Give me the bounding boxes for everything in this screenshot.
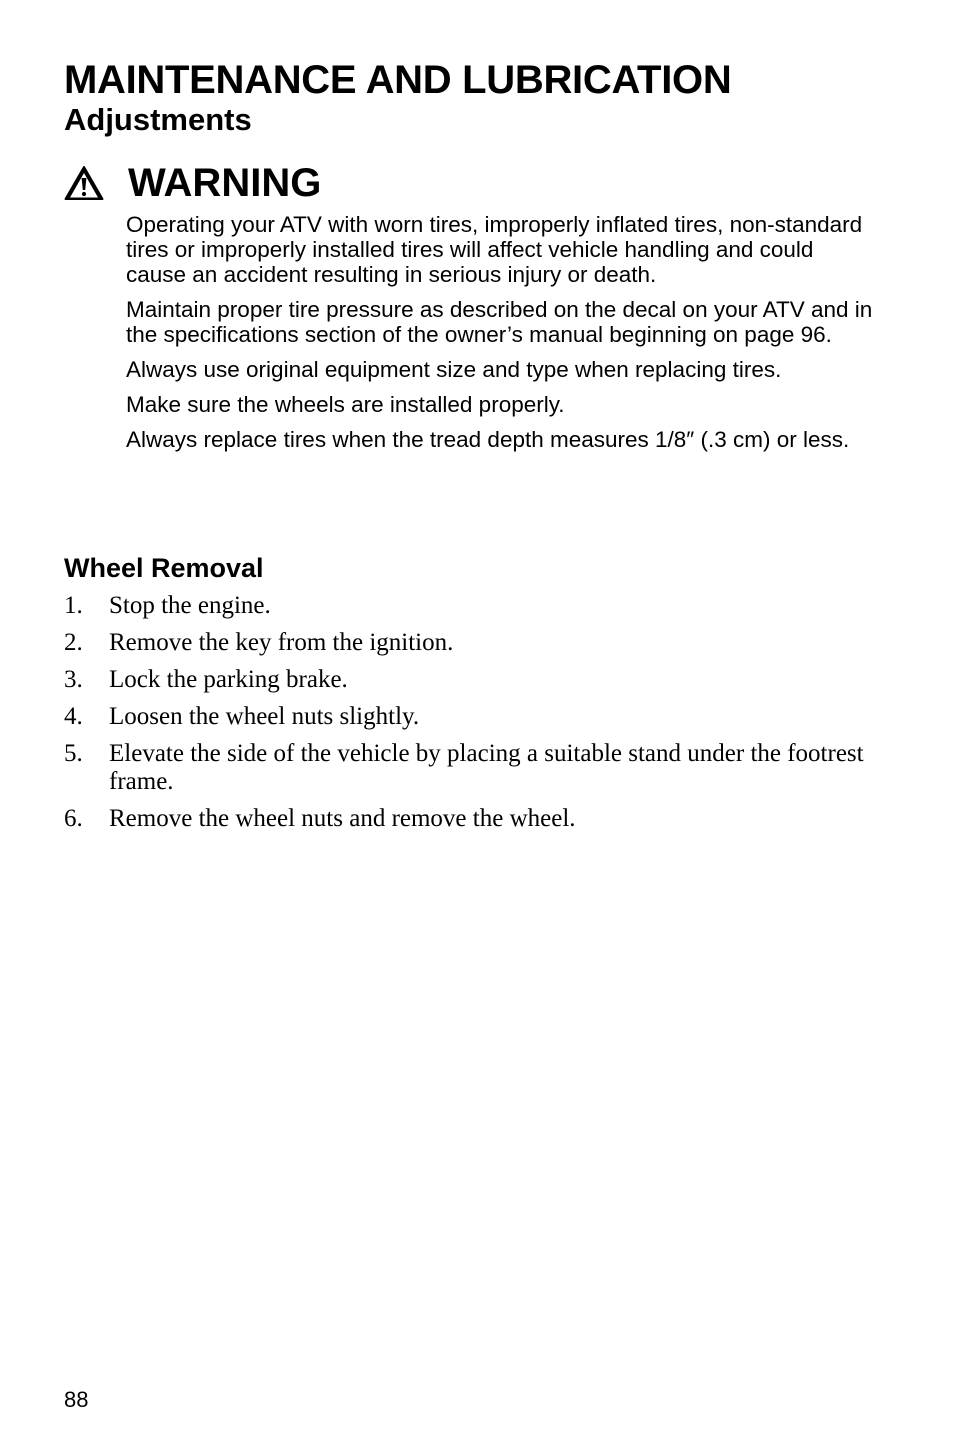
step-text: Stop the engine. xyxy=(109,592,271,619)
page-number: 88 xyxy=(64,1387,89,1412)
wheel-removal-steps xyxy=(64,592,876,842)
step-number: 1. xyxy=(64,592,83,619)
section-heading: Wheel Removal xyxy=(64,553,264,583)
warning-paragraph: Make sure the wheels are installed properly. xyxy=(126,392,565,417)
step-item xyxy=(64,740,876,796)
step-number: 5. xyxy=(64,740,83,767)
warning-paragraph: Always replace tires when the tread depth measures 1/8″ (.3 cm) or less. xyxy=(126,427,850,452)
step-text: Elevate the side of the vehicle by placing a suitable stand under the footrest frame. xyxy=(109,740,864,795)
step-number: 6. xyxy=(64,805,83,832)
warning-body xyxy=(126,212,876,462)
step-item xyxy=(64,592,876,620)
warning-triangle-icon xyxy=(64,165,104,201)
step-number: 4. xyxy=(64,703,83,730)
step-number: 3. xyxy=(64,666,83,693)
step-text: Remove the key from the ignition. xyxy=(109,629,454,656)
warning-paragraph: Operating your ATV with worn tires, improperly inflated tires, non-standard tires or improperly installed tires will affect vehicle handling and could cause an accident resulting in serious injury or death. xyxy=(126,212,863,287)
step-text: Lock the parking brake. xyxy=(109,666,348,693)
step-text: Loosen the wheel nuts slightly. xyxy=(109,703,420,730)
step-item xyxy=(64,703,876,731)
warning-title: WARNING xyxy=(128,161,322,205)
step-item xyxy=(64,629,876,657)
step-item xyxy=(64,805,876,833)
page-subtitle: Adjustments xyxy=(64,102,252,137)
page-title: MAINTENANCE AND LUBRICATION xyxy=(64,58,732,102)
step-text: Remove the wheel nuts and remove the wheel. xyxy=(109,805,576,832)
step-item xyxy=(64,666,876,694)
warning-header xyxy=(64,158,321,208)
warning-paragraph: Always use original equipment size and type when replacing tires. xyxy=(126,357,782,382)
step-number: 2. xyxy=(64,629,83,656)
warning-paragraph: Maintain proper tire pressure as described on the decal on your ATV and in the specifications section of the owner’s manual beginning on page 96. xyxy=(126,297,873,347)
